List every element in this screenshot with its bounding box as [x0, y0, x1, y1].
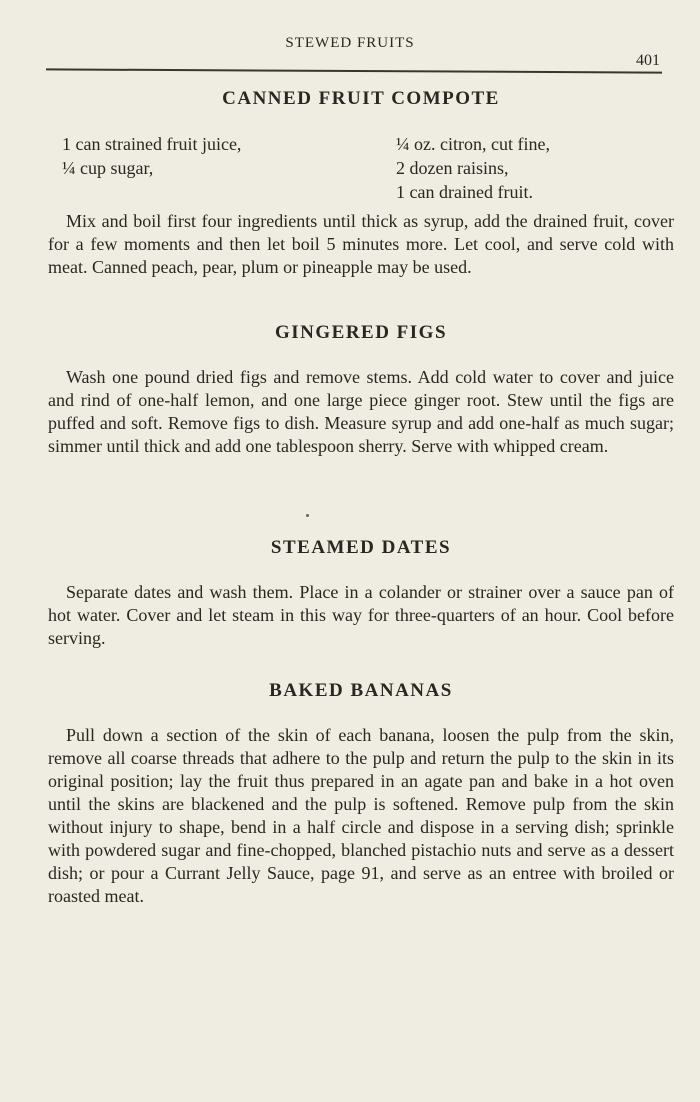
ingredient-column-right	[380, 132, 680, 204]
ingredient-column-left	[62, 132, 380, 204]
header-rule	[46, 68, 662, 73]
recipe-title: STEAMED DATES	[270, 537, 452, 558]
ingredient: 2 dozen raisins,	[396, 158, 509, 178]
print-speck	[306, 514, 309, 517]
recipe-steamed-dates	[48, 537, 674, 650]
recipe-directions: Pull down a section of the skin of each banana, loosen the pulp from the skin, remove all coarse threads that adhere to the pulp and return the pulp to the skin in its original position; lay the fruit thus prepared in an agate pan and bake in a hot oven until the skins are blackened and the pulp is softened. Remove pulp from the skin without injury to shape, bend in a half circle and dispose in a serving dish; sprinkle with powdered sugar and fine-chopped, blanched pistachio nuts and serve as a dessert dish; or pour a Currant Jelly Sauce, page 91, and serve as an entree with broiled or roasted meat.	[48, 725, 674, 906]
running-title: STEWED FRUITS	[285, 35, 415, 51]
recipe-directions: Mix and boil first four ingredients until thick as syrup, add the drained fruit, cover for a few moments and then let boil 5 minutes more. Let cool, and serve cold with meat. Canned peach, pear, plum or pineapple may be used.	[48, 211, 674, 277]
recipe-gingered-figs	[48, 322, 674, 458]
recipe-title: CANNED FRUIT COMPOTE	[222, 88, 500, 109]
page-number: 401	[636, 52, 660, 69]
recipe-canned-fruit-compote	[48, 88, 674, 279]
ingredient: ¼ cup sugar,	[62, 158, 154, 178]
ingredient-list	[62, 132, 674, 204]
recipe-directions: Separate dates and wash them. Place in a colander or strainer over a sauce pan of hot water. Cover and let steam in this way for three-quarters of an hour. Cool before serving.	[48, 582, 674, 648]
ingredient: ¼ oz. citron, cut fine,	[396, 134, 550, 154]
recipe-title: GINGERED FIGS	[274, 322, 448, 343]
recipe-directions: Wash one pound dried figs and remove stems. Add cold water to cover and juice and rind of one-half lemon, and one large piece ginger root. Stew until the figs are puffed and soft. Remove figs to dish. Measure syrup and add one-half as much sugar; simmer until thick and add one tablespoon sherry. Serve with whipped cream.	[48, 367, 674, 456]
ingredient: 1 can strained fruit juice,	[62, 134, 242, 154]
ingredient: 1 can drained fruit.	[396, 182, 533, 202]
recipe-baked-bananas	[48, 680, 674, 908]
recipe-title: BAKED BANANAS	[269, 680, 453, 701]
